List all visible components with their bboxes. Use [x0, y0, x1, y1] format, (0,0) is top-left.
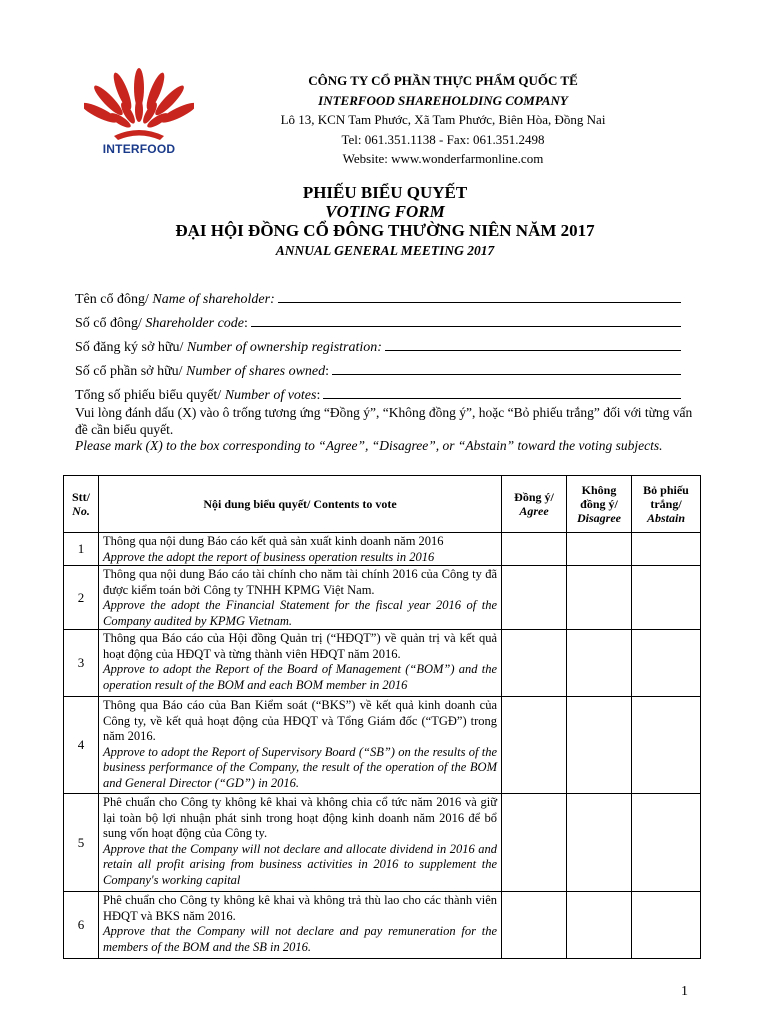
- disagree-checkbox[interactable]: [567, 630, 632, 697]
- company-name-en: INTERFOOD SHAREHOLDING COMPANY: [318, 92, 568, 108]
- interfood-logo-icon: [84, 66, 194, 144]
- abstain-checkbox[interactable]: [632, 794, 701, 892]
- instructions: [75, 405, 701, 455]
- instructions-en: Please mark (X) to the box corresponding to “Agree”, “Disagree”, or “Abstain” toward the voting subjects.: [75, 438, 663, 453]
- fill-line[interactable]: [251, 325, 681, 327]
- company-logo: [84, 66, 194, 166]
- meeting-title-en: ANNUAL GENERAL MEETING 2017: [275, 243, 495, 258]
- page-number: 1: [681, 984, 688, 999]
- row-number: 3: [64, 630, 99, 697]
- row-content: Thông qua nội dung Báo cáo kết quả sản xuất kinh doanh năm 2016 Approve the adopt the report of business operation results in 2016: [99, 533, 502, 566]
- row-content: Thông qua nội dung Báo cáo tài chính cho năm tài chính 2016 của Công ty đã được kiểm toán bởi Công ty TNHH KPMG Việt Nam. Approve the adopt the Financial Statement for the fiscal year 2016 of the Company audited by KPMG Vietnam.: [99, 566, 502, 630]
- company-phone: Tel: 061.351.1138 - Fax: 061.351.2498: [341, 131, 545, 147]
- fill-line[interactable]: [385, 349, 681, 351]
- agree-checkbox[interactable]: [502, 630, 567, 697]
- header-no: Stt/ No.: [64, 476, 99, 533]
- header-content: Nội dung biểu quyết/ Contents to vote: [99, 476, 502, 533]
- table-row: [64, 697, 701, 794]
- row-number: 4: [64, 697, 99, 794]
- table-header-row: [64, 476, 701, 533]
- abstain-checkbox[interactable]: [632, 892, 701, 959]
- field-label: Tên cổ đông/ Name of shareholder:: [75, 292, 275, 307]
- shareholder-fields: [75, 284, 681, 404]
- fill-line[interactable]: [278, 301, 681, 303]
- fill-line[interactable]: [332, 373, 681, 375]
- meeting-title-vi: ĐẠI HỘI ĐỒNG CỔ ĐÔNG THƯỜNG NIÊN NĂM 2017: [175, 221, 595, 240]
- abstain-checkbox[interactable]: [632, 566, 701, 630]
- agree-checkbox[interactable]: [502, 794, 567, 892]
- row-number: 2: [64, 566, 99, 630]
- row-number: 1: [64, 533, 99, 566]
- field-label: Số cổ phần sở hữu/ Number of shares owned:: [75, 364, 330, 379]
- field-label: Tổng số phiếu biểu quyết/ Number of votes:: [75, 388, 321, 403]
- instructions-vi: Vui lòng đánh dấu (X) vào ô trống tương ứng “Đồng ý”, “Không đồng ý”, hoặc “Bỏ phiếu trắng” đối với từng vấn đề cần biểu quyết.: [75, 405, 693, 437]
- disagree-checkbox[interactable]: [567, 533, 632, 566]
- table-row: [64, 892, 701, 959]
- field-label: Số đăng ký sở hữu/ Number of ownership registration:: [75, 340, 382, 355]
- row-number: 5: [64, 794, 99, 892]
- row-content: Phê chuẩn cho Công ty không kê khai và không chia cổ tức năm 2016 và giữ lại toàn bộ lợi nhuận phát sinh trong hoạt động kinh doanh năm 2016 để bổ sung vốn hoạt động của Công ty. Approve that the Company will not declare and allocate dividend in 2016 and retain all profit arising from business activities in 2016 to supplement the Company's working capital: [99, 794, 502, 892]
- field-shareholder-code[interactable]: [75, 308, 681, 332]
- field-label: Số cổ đông/ Shareholder code:: [75, 316, 248, 331]
- field-ownership-registration[interactable]: [75, 332, 681, 356]
- row-content: Thông qua Báo cáo của Hội đồng Quản trị (“HĐQT”) về quản trị và kết quả hoạt động của HĐQT và từng thành viên HĐQT năm 2016. Approve to adopt the Report of the Board of Management (“BOM”) and the operation result of the BOM and each BOM member in 2016: [99, 630, 502, 697]
- company-header: [200, 71, 686, 169]
- table-row: [64, 630, 701, 697]
- header-abstain: Bỏ phiếu trắng/ Abstain: [632, 476, 701, 533]
- form-title-vi: PHIẾU BIỂU QUYẾT: [302, 183, 468, 202]
- header-agree: Đồng ý/ Agree: [502, 476, 567, 533]
- abstain-checkbox[interactable]: [632, 697, 701, 794]
- abstain-checkbox[interactable]: [632, 630, 701, 697]
- company-website: Website: www.wonderfarmonline.com: [342, 151, 544, 166]
- agree-checkbox[interactable]: [502, 566, 567, 630]
- field-shares-owned[interactable]: [75, 356, 681, 380]
- agree-checkbox[interactable]: [502, 697, 567, 794]
- disagree-checkbox[interactable]: [567, 566, 632, 630]
- disagree-checkbox[interactable]: [567, 697, 632, 794]
- row-number: 6: [64, 892, 99, 959]
- agree-checkbox[interactable]: [502, 533, 567, 566]
- table-row: [64, 794, 701, 892]
- field-number-of-votes[interactable]: [75, 380, 681, 404]
- form-titles: [0, 183, 770, 261]
- field-shareholder-name[interactable]: [75, 284, 681, 308]
- row-content: Thông qua Báo cáo của Ban Kiểm soát (“BKS”) về kết quả kinh doanh của Công ty, về kết quả hoạt động của HĐQT và Tổng Giám đốc (“TGĐ”) trong năm 2016. Approve to adopt the Report of Supervisory Board (“SB”) on the results of the business performance of the Company, the result of the operation of the BOM and General Director (“GD”) in 2016.: [99, 697, 502, 794]
- company-address: Lô 13, KCN Tam Phước, Xã Tam Phước, Biên Hòa, Đồng Nai: [280, 112, 606, 127]
- table-row: [64, 566, 701, 630]
- disagree-checkbox[interactable]: [567, 794, 632, 892]
- disagree-checkbox[interactable]: [567, 892, 632, 959]
- header-disagree: Không đồng ý/ Disagree: [567, 476, 632, 533]
- company-name-vi: CÔNG TY CỔ PHẦN THỰC PHẨM QUỐC TẾ: [308, 73, 578, 88]
- table-row: [64, 533, 701, 566]
- fill-line[interactable]: [323, 397, 681, 399]
- voting-table: [63, 475, 701, 959]
- abstain-checkbox[interactable]: [632, 533, 701, 566]
- logo-text: INTERFOOD: [102, 142, 176, 156]
- row-content: Phê chuẩn cho Công ty không kê khai và không trả thù lao cho các thành viên HĐQT và BKS năm 2016. Approve that the Company will not declare and pay remuneration for the members of the BOM and the SB in 2016.: [99, 892, 502, 959]
- agree-checkbox[interactable]: [502, 892, 567, 959]
- form-title-en: VOTING FORM: [325, 202, 445, 221]
